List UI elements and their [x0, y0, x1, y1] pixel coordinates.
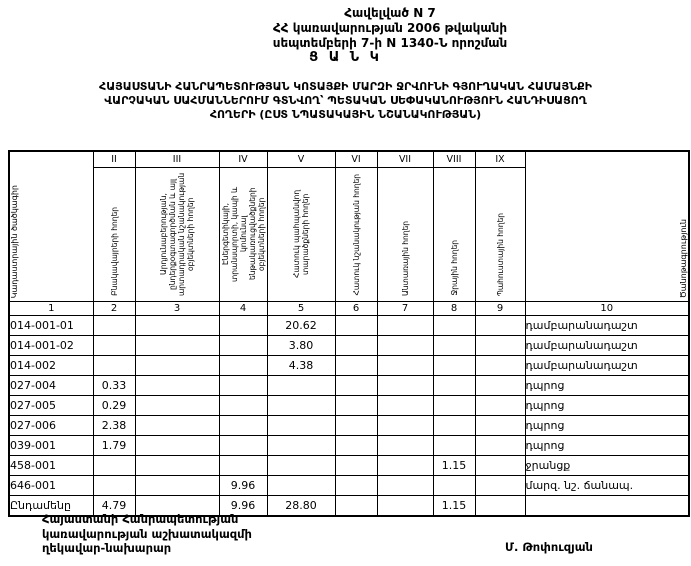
column-number: 10: [525, 302, 689, 316]
code-cell: 014-001-01: [9, 316, 93, 336]
table-row: [9, 316, 689, 336]
code-cell: 014-001-02: [9, 336, 93, 356]
value-cell: [475, 456, 525, 476]
value-cell: [335, 456, 377, 476]
code-cell: 646-001: [9, 476, 93, 496]
value-cell: [93, 316, 135, 336]
value-cell: [335, 416, 377, 436]
column-number: 8: [433, 302, 475, 316]
code-cell: 027-004: [9, 376, 93, 396]
value-cell: [267, 456, 335, 476]
signatory-title-line2: կառավարության աշխատակազմի: [42, 526, 252, 541]
note-cell: դամբարանադաշտ: [525, 336, 689, 356]
roman-numeral-V: V: [267, 151, 335, 168]
column-number: 2: [93, 302, 135, 316]
table-row: [9, 436, 689, 456]
value-cell: [377, 396, 433, 416]
value-cell: 1.79: [93, 436, 135, 456]
note-cell: դպրոց: [525, 436, 689, 456]
value-cell: [377, 316, 433, 336]
value-cell: [219, 316, 267, 336]
forest-lands-label: Անտառային հողեր: [400, 221, 410, 296]
roman-numeral-VI: VI: [335, 151, 377, 168]
table-row: [9, 336, 689, 356]
value-cell: [219, 456, 267, 476]
code-cell: 027-006: [9, 416, 93, 436]
value-cell: [335, 396, 377, 416]
value-cell: [377, 476, 433, 496]
value-cell: [135, 456, 219, 476]
code-cell: 014-002: [9, 356, 93, 376]
value-cell: [93, 336, 135, 356]
table-row: [9, 376, 689, 396]
value-cell: [433, 396, 475, 416]
signatory-title-block: [42, 512, 252, 556]
cadastral-code-header-label: Կադաստրային ծածկագիր: [10, 184, 19, 298]
value-cell: [377, 336, 433, 356]
value-cell: [135, 416, 219, 436]
value-cell: [475, 476, 525, 496]
column-header-energy-transport-lands: [219, 168, 267, 302]
energy-transport-lands-label: Էներգետիկայի, տրանսպորտի, կապի և կոմունալ ենթակառուցվածքների օբյեկտների հողեր: [220, 186, 266, 282]
signatory-title-line1: Հայաստանի Հանրապետության: [42, 512, 239, 526]
total-note-cell: [525, 496, 689, 517]
roman-numeral-VIII: VIII: [433, 151, 475, 168]
value-cell: [267, 416, 335, 436]
note-cell: դամբարանադաշտ: [525, 356, 689, 376]
column-header-forest-lands: [377, 168, 433, 302]
value-cell: [433, 336, 475, 356]
value-cell: [135, 476, 219, 496]
value-cell: [219, 396, 267, 416]
code-cell: 039-001: [9, 436, 93, 456]
column-numbers-row: [9, 302, 689, 316]
value-cell: [93, 456, 135, 476]
value-cell: [433, 356, 475, 376]
document-subtitle: [0, 80, 691, 122]
value-cell: [377, 416, 433, 436]
value-cell: [219, 376, 267, 396]
value-cell: [335, 476, 377, 496]
total-value-cell: [475, 496, 525, 517]
table-row: [9, 456, 689, 476]
value-cell: [219, 436, 267, 456]
roman-numeral-row: [9, 151, 689, 168]
total-value-cell: [335, 496, 377, 517]
value-cell: 2.38: [93, 416, 135, 436]
note-cell: դպրոց: [525, 416, 689, 436]
value-cell: [335, 356, 377, 376]
value-cell: [93, 356, 135, 376]
total-label-cell: Ընդամենը: [9, 496, 93, 517]
value-cell: 0.29: [93, 396, 135, 416]
column-header-special-purpose-lands: [335, 168, 377, 302]
column-header-note: [525, 151, 689, 302]
value-cell: [135, 436, 219, 456]
value-cell: [475, 416, 525, 436]
value-cell: [377, 456, 433, 476]
value-cell: [475, 396, 525, 416]
value-cell: [377, 376, 433, 396]
code-cell: 458-001: [9, 456, 93, 476]
value-cell: [377, 436, 433, 456]
table-row: [9, 396, 689, 416]
value-cell: [135, 356, 219, 376]
signatory-title-line3: ղեկավար-նախարար: [42, 541, 172, 555]
settlement-lands-label: Բնակավայրերի հողեր: [109, 207, 119, 296]
value-cell: [475, 376, 525, 396]
value-cell: [335, 436, 377, 456]
subtitle-line1: ՀԱՅԱՍՏԱՆԻ ՀԱՆՐԱՊԵՏՈՒԹՅԱՆ ԿՈՏԱՅՔԻ ՄԱՐԶԻ ՋՐՎՈՒՆԻ ԳՅՈՒՂԱԿԱՆ ՀԱՄԱՅՆՔԻ: [99, 80, 592, 93]
value-cell: [433, 416, 475, 436]
value-cell: [433, 436, 475, 456]
note-cell: դպրոց: [525, 396, 689, 416]
value-cell: [135, 316, 219, 336]
land-parcels-table: [8, 150, 690, 517]
table-row: [9, 356, 689, 376]
value-cell: [219, 356, 267, 376]
value-cell: [335, 376, 377, 396]
roman-numeral-IX: IX: [475, 151, 525, 168]
special-purpose-lands-label: Հատուկ նշանակության հողեր: [351, 174, 361, 296]
decree-reference-line2: սեպտեմբերի 7-ի N 1340-Ն որոշման: [272, 36, 508, 50]
value-cell: 4.38: [267, 356, 335, 376]
column-header-settlement-lands: [93, 168, 135, 302]
value-cell: [335, 336, 377, 356]
column-header-industrial-lands: [135, 168, 219, 302]
note-cell: ջրանցք: [525, 456, 689, 476]
value-cell: [267, 396, 335, 416]
appendix-number: Հավելված N 7: [344, 6, 436, 20]
total-value-cell: 9.96: [219, 496, 267, 517]
value-cell: [135, 396, 219, 416]
value-cell: [433, 476, 475, 496]
appendix-header: [200, 6, 580, 51]
roman-numeral-IV: IV: [219, 151, 267, 168]
total-value-cell: [377, 496, 433, 517]
table-row: [9, 416, 689, 436]
column-number: 4: [219, 302, 267, 316]
column-number: 7: [377, 302, 433, 316]
value-cell: 1.15: [433, 456, 475, 476]
value-cell: [135, 336, 219, 356]
value-cell: [475, 316, 525, 336]
column-number: 3: [135, 302, 219, 316]
value-cell: [267, 376, 335, 396]
value-cell: [475, 356, 525, 376]
value-cell: [135, 376, 219, 396]
decree-reference-line1: ՀՀ կառավարության 2006 թվականի: [272, 21, 508, 35]
value-cell: 9.96: [219, 476, 267, 496]
total-value-cell: 1.15: [433, 496, 475, 517]
column-number: 9: [475, 302, 525, 316]
column-number: 5: [267, 302, 335, 316]
signatory-name: Մ. Թոփուզյան: [505, 540, 593, 554]
roman-numeral-III: III: [135, 151, 219, 168]
document-title: Ց Ա Ն Կ: [309, 50, 382, 65]
column-number: 6: [335, 302, 377, 316]
subtitle-line3: ՀՈՂԵՐԻ (ԸՍՏ ՆՊԱՏԱԿԱՅԻՆ ՆՇԱՆԱԿՈՒԹՅԱՆ): [209, 108, 482, 121]
note-cell: դպրոց: [525, 376, 689, 396]
subtitle-line2: ՎԱՐՉԱԿԱՆ ՍԱՀՄԱՆՆԵՐՈՒՄ ԳՏՆՎՈՂ՝ ՊԵՏԱԿԱՆ ՍԵՓԱԿԱՆՈՒԹՅՈՒՆ ՀԱՆԴԻՍԱՑՈՂ: [104, 94, 587, 107]
column-header-cadastral-code: [9, 151, 93, 302]
roman-numeral-II: II: [93, 151, 135, 168]
total-value-cell: 28.80: [267, 496, 335, 517]
value-cell: 20.62: [267, 316, 335, 336]
column-number: 1: [9, 302, 93, 316]
note-cell: դամբարանադաշտ: [525, 316, 689, 336]
value-cell: 0.33: [93, 376, 135, 396]
value-cell: [433, 376, 475, 396]
column-header-water-lands: [433, 168, 475, 302]
total-value-cell: 4.79: [93, 496, 135, 517]
note-cell: մարզ. նշ. ճանապ.: [525, 476, 689, 496]
column-header-reserve-lands: [475, 168, 525, 302]
value-cell: [219, 416, 267, 436]
value-cell: [267, 476, 335, 496]
water-lands-label: Ջրային հողեր: [449, 240, 459, 296]
protected-areas-lands-label: Հատուկ պահպանվող տարածքների հողեր: [292, 189, 310, 279]
industrial-lands-label: Արդյունաբերության, ընդերքօգտագործման և այլ արտադրական նշանակության օբյեկտների հողեր: [159, 172, 195, 296]
value-cell: [93, 476, 135, 496]
value-cell: [219, 336, 267, 356]
value-cell: 3.80: [267, 336, 335, 356]
value-cell: [475, 436, 525, 456]
roman-numeral-VII: VII: [377, 151, 433, 168]
table-row: [9, 476, 689, 496]
value-cell: [377, 356, 433, 376]
value-cell: [475, 336, 525, 356]
note-header-label: Ծանոթագրություն: [679, 218, 688, 298]
value-cell: [433, 316, 475, 336]
value-cell: [335, 316, 377, 336]
value-cell: [267, 436, 335, 456]
code-cell: 027-005: [9, 396, 93, 416]
reserve-lands-label: Պահուստային հողեր: [495, 212, 505, 296]
column-header-protected-areas-lands: [267, 168, 335, 302]
